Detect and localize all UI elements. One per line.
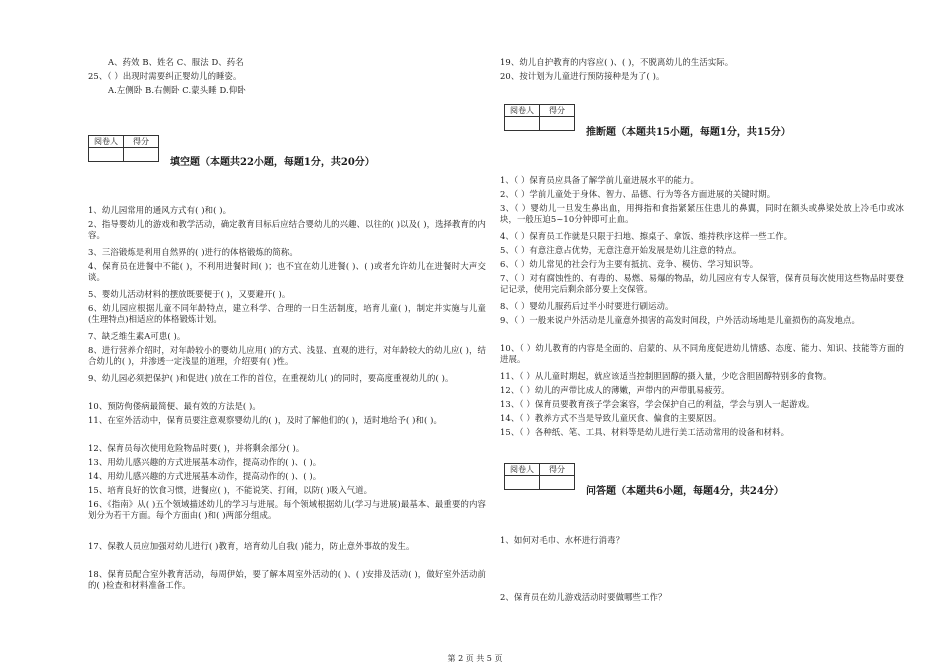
question-line: 12、保育员每次使用危险物品时要( )，并将剩余部分( )。 <box>88 443 305 453</box>
score-cell <box>540 117 575 131</box>
question-line: 14、用幼儿感兴趣的方式进展基本动作，提高动作的( )、( )。 <box>88 471 322 481</box>
question-line: 4、（ ）保育员工作就是只限于扫地、擦桌子、拿饭、维持秩序这样一些工作。 <box>500 231 793 241</box>
qa-question: 2、保育员在幼儿游戏活动时要做哪些工作？ <box>500 592 667 602</box>
score-label: 得分 <box>124 136 159 148</box>
question-line: 4、保育员在进餐中不能( )，不利用进餐时间( )；也不宜在幼儿进餐( )、( )或者允许幼儿在进餐时大声交谈。 <box>88 261 486 282</box>
question-line: 7、缺乏维生素A可患( )。 <box>88 331 186 341</box>
score-label: 得分 <box>540 464 575 476</box>
question-line: 5、婴幼儿活动材料的摆放既要便于( )，又要避开( )。 <box>88 289 291 299</box>
question-line: 1、（ ）保育员应具备了解学前儿童进展水平的能力。 <box>500 175 699 185</box>
section-title-fill-in: 填空题（本题共22小题，每题1分，共20分） <box>170 157 375 168</box>
question-line: 3、三浴锻炼是利用自然界的( )进行的体格锻炼的简称。 <box>88 247 298 257</box>
score-label: 得分 <box>540 105 575 117</box>
question-line: 20、按计划为儿童进行预防接种是为了( )。 <box>500 71 665 81</box>
question-line: 19、幼儿自护教育的内容应( )、( )，不脱离幼儿的生活实际。 <box>500 57 734 67</box>
question-line: 15、（ ）各种纸、笔、工具、材料等是幼儿进行美工活动常用的设备和材料。 <box>500 427 790 437</box>
page-number-footer: 第 2 页 共 5 页 <box>447 654 503 663</box>
question-line: 6、（ ）幼儿常见的社会行为主要有抵抗、竞争、模仿、学习知识等。 <box>500 259 759 269</box>
question-line: 25、（ ）出现时需要纠正婴幼儿的睡姿。 <box>88 71 242 81</box>
score-cell <box>124 148 159 162</box>
reviewer-cell <box>89 148 124 162</box>
question-line: 12、（ ）幼儿的声带比成人的薄嫩，声带内的声带肌易疲劳。 <box>500 385 730 395</box>
question-line: 14、（ ）教养方式不当是导致儿童厌食、偏食的主要原因。 <box>500 413 722 423</box>
question-line: 16、《指南》从( )五个领域描述幼儿的学习与进展。每个领域根据幼儿(学习与进展)最基本、最重要的内容划分为若干方面。每个方面由( )和( )两部分组成。 <box>88 499 486 520</box>
option-line: A.左侧卧 B.右侧卧 C.蒙头睡 D.仰卧 <box>108 85 246 95</box>
question-line: 9、幼儿园必须把保护( )和促进( )放在工作的首位，在重视幼儿( )的同时，要高度重视幼儿的( )。 <box>88 373 454 383</box>
question-line: 15、培育良好的饮食习惯，进餐应( )，不能说笑、打闹，以防( )吸入气道。 <box>88 485 373 495</box>
score-box <box>504 104 575 131</box>
question-line: 7、（ ）对有腐蚀性的、有毒的、易燃、易爆的物品，幼儿园应有专人保管，保育员每次使用这些物品时要登记记录，使用完后剩余部分要上交保管。 <box>500 273 904 294</box>
qa-question: 1、如何对毛巾、水杯进行消毒？ <box>500 535 625 545</box>
question-line: 11、在室外活动中，保育员要注意观察婴幼儿的( )，及时了解他们的( )，适时地给予( )和( )。 <box>88 415 442 425</box>
reviewer-label: 阅卷人 <box>505 105 540 117</box>
question-line: 18、保育员配合室外教育活动，每周伊始，要了解本周室外活动的( )、( )安排及活动( )，做好室外活动前的( )检查和材料准备工作。 <box>88 569 486 590</box>
question-line: 13、（ ）保育员要教育孩子学会案容，学会保护自己的利益，学会与别人一起游戏。 <box>500 399 815 409</box>
question-line: 3、（ ）婴幼儿一旦发生鼻出血，用拇指和食指紧紧压住患儿的鼻翼，同时在额头或鼻梁处放上冷毛巾或冰块，一般压迫5~10分钟即可止血。 <box>500 203 904 224</box>
question-line: 6、幼儿园应根据儿童不同年龄特点，建立科学、合理的一日生活制度，培育儿童( )，制定并实施与儿童(生理特点)相适应的体格锻炼计划。 <box>88 303 486 324</box>
score-box <box>88 135 159 162</box>
question-line: 8、（ ）婴幼儿服药后过半小时要进行刷运动。 <box>500 301 674 311</box>
question-line: 10、（ ）幼儿教育的内容是全面的、启蒙的、从不同角度促进幼儿情感、态度、能力、知识、技能等方面的进展。 <box>500 343 904 364</box>
question-line: 11、（ ）从儿童时期起，就应该适当控制胆固醇的摄入量，少吃含胆固醇特别多的食物。 <box>500 371 832 381</box>
score-cell <box>540 476 575 490</box>
reviewer-cell <box>505 117 540 131</box>
section-title-judgement: 推断题（本题共15小题，每题1分，共15分） <box>586 127 791 138</box>
question-line: 8、进行营养介绍时，对年龄较小的婴幼儿应用( )的方式、浅显、直观的进行，对年龄较大的幼儿应( )，结合幼儿的( )，并渗透一定浅显的道理，介绍要有( )性。 <box>88 345 486 366</box>
question-line: 2、（ ）学前儿童处于身体、智力、品德、行为等各方面进展的关键时期。 <box>500 189 776 199</box>
reviewer-cell <box>505 476 540 490</box>
question-line: 2、指导婴幼儿的游戏和教学活动，确定教育目标后应结合婴幼儿的兴趣、以往的( )以及( )，选择教育的内容。 <box>88 219 486 240</box>
question-line: 17、保教人员应加强对幼儿进行( )教育，培育幼儿自我( )能力，防止意外事故的发生。 <box>88 541 415 551</box>
score-box <box>504 463 575 490</box>
reviewer-label: 阅卷人 <box>505 464 540 476</box>
reviewer-label: 阅卷人 <box>89 136 124 148</box>
question-line: 5、（ ）有意注意占优势，无意注意开始发展是幼儿注意的特点。 <box>500 245 742 255</box>
question-line: 1、幼儿园常用的通风方式有( )和( )。 <box>88 205 232 215</box>
question-line: 13、用幼儿感兴趣的方式进展基本动作，提高动作的( )、( )。 <box>88 457 322 467</box>
option-line: A、药效 B、姓名 C、服法 D、药名 <box>108 57 244 67</box>
section-title-qa: 问答题（本题共6小题，每题4分，共24分） <box>586 486 784 497</box>
question-line: 10、预防佝偻病最简便、最有效的方法是( )。 <box>88 401 261 411</box>
question-line: 9、（ ）一般来说户外活动是儿童意外损害的高发时间段，户外活动场地是儿童损伤的高发地点。 <box>500 315 860 325</box>
